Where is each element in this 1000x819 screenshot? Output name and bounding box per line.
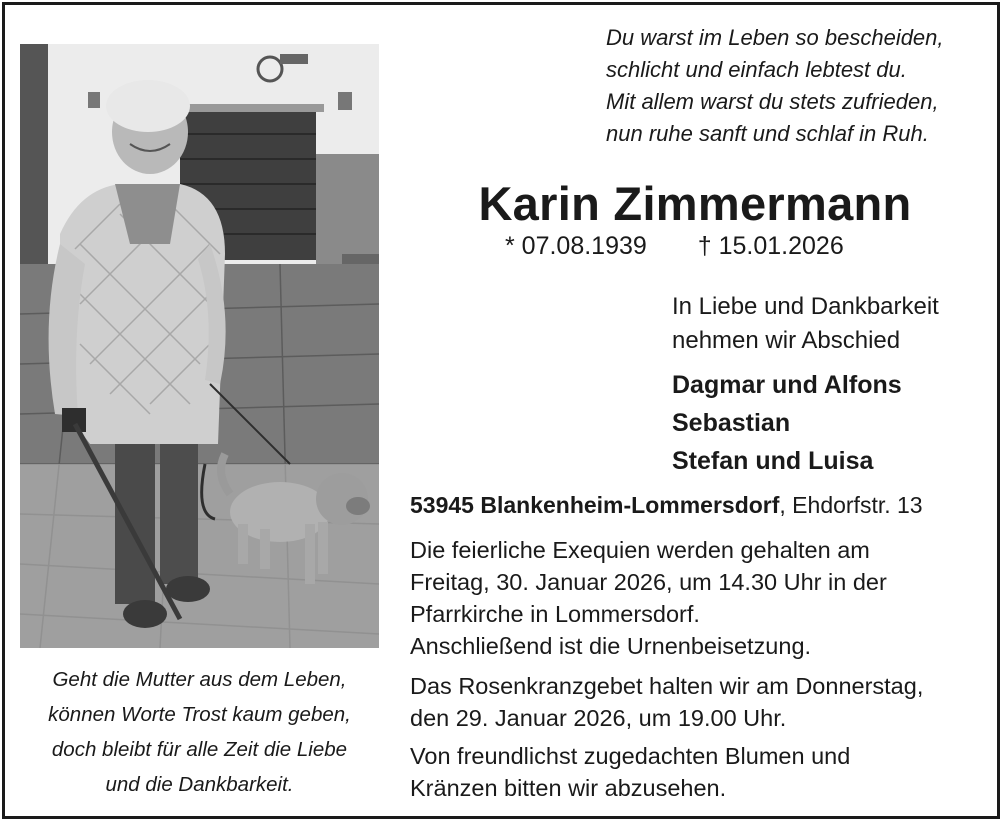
address-street: , Ehdorfstr. 13 <box>779 492 923 518</box>
birth-date: * 07.08.1939 <box>505 232 647 260</box>
address-place: 53945 Blankenheim-Lommersdorf <box>410 492 780 518</box>
service-line: Freitag, 30. Januar 2026, um 14.30 Uhr in der <box>410 569 887 595</box>
service-line: Die feierliche Exequien werden gehalten am <box>410 537 870 563</box>
rosary-line: Das Rosenkranzgebet halten wir am Donnerstag, <box>410 673 924 699</box>
service-line: Pfarrkirche in Lommersdorf. <box>410 601 700 627</box>
family-names <box>672 366 902 480</box>
poem-bottom-line: doch bleibt für alle Zeit die Liebe <box>51 738 348 761</box>
deceased-name: Karin Zimmermann <box>478 177 912 230</box>
poem-bottom-line: Geht die Mutter aus dem Leben, <box>52 668 347 691</box>
service-line: Anschließend ist die Urnenbeisetzung. <box>410 633 812 659</box>
poem-top-line: schlicht und einfach lebtest du. <box>606 57 907 82</box>
poem-bottom-line: und die Dankbarkeit. <box>105 773 294 796</box>
flowers-line: Kränzen bitten wir abzusehen. <box>410 775 727 801</box>
family-member: Dagmar und Alfons <box>672 371 902 399</box>
address <box>410 492 923 519</box>
poem-top-line: nun ruhe sanft und schlaf in Ruh. <box>606 121 929 146</box>
poem-top <box>606 22 986 150</box>
flowers-info <box>410 740 850 804</box>
life-dates <box>505 232 844 261</box>
rosary-info <box>410 670 923 734</box>
family-member: Sebastian <box>672 409 791 437</box>
death-date: † 15.01.2026 <box>697 232 844 260</box>
farewell-line: In Liebe und Dankbarkeit <box>672 293 939 320</box>
portrait-photo <box>20 44 379 648</box>
poem-top-line: Du warst im Leben so bescheiden, <box>606 25 944 50</box>
poem-bottom <box>20 662 379 802</box>
farewell-line: nehmen wir Abschied <box>672 327 901 354</box>
poem-bottom-line: können Worte Trost kaum geben, <box>48 703 351 726</box>
flowers-line: Von freundlichst zugedachten Blumen und <box>410 743 851 769</box>
rosary-line: den 29. Januar 2026, um 19.00 Uhr. <box>410 705 787 731</box>
family-member: Stefan und Luisa <box>672 447 874 475</box>
service-info <box>410 534 887 662</box>
farewell-text <box>672 290 939 358</box>
poem-top-line: Mit allem warst du stets zufrieden, <box>606 89 939 114</box>
